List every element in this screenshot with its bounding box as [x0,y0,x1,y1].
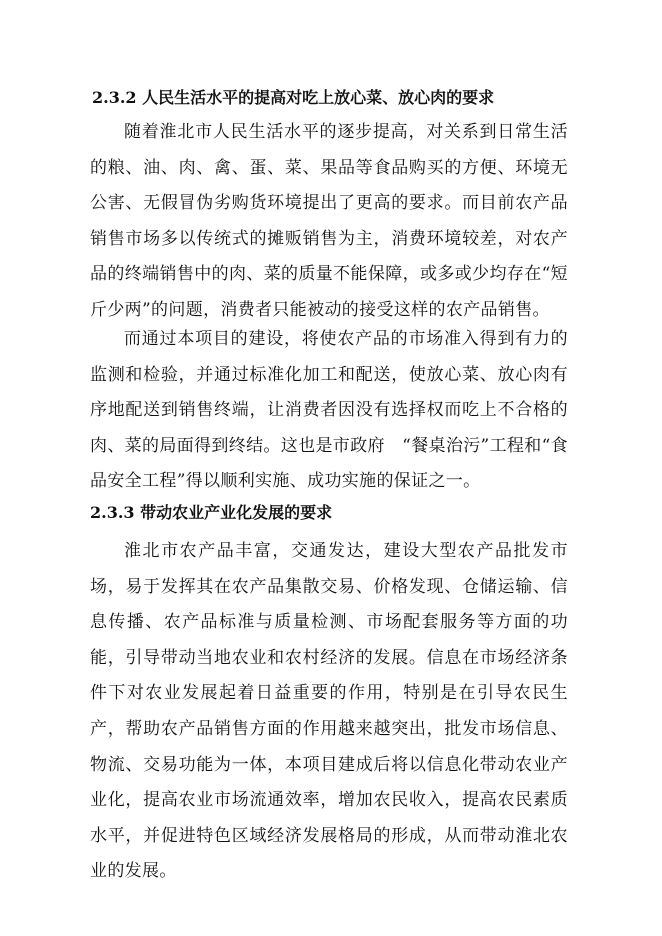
section-heading-2-3-3: 2.3.3 带动农业产业化发展的要求 [90,503,333,522]
paragraph-agricultural-industrialization: 淮北市农产品丰富，交通发达，建设大型农产品批发市场，易于发挥其在农产品集散交易、价格发现、仓储运输、信息传播、农产品标准与质量检测、市场配套服务等方面的功能，引导带动当地农业和农村经济的发展。信息在市场经济条件下对农业发展起着日益重要的作用，特别是在引导农民生产，帮助农产品销售方面的作用越来越突出，批发市场信息、物流、交易功能为一体，本项目建成后将以信息化带动农业产业化，提高农业市场流通效率，增加农民收入，提高农民素质水平，并促进特色区域经济发展格局的形成，从而带动淮北农业的发展。 [90,541,568,882]
paragraph-project-construction: 而通过本项目的建设，将使农产品的市场准入得到有力的监测和检验，并通过标准化加工和配送，使放心菜、放心肉有序地配送到销售终端，让消费者因没有选择权而吃上不合格的肉、菜的局面得到终结。这也是市政府 “餐桌治污”工程和“食品安全工程”得以顺利实施、成功实施的保证之一。 [90,329,568,492]
section-heading-2-3-2: 2.3.2 人民生活水平的提高对吃上放心菜、放心肉的要求 [92,88,495,107]
paragraph-living-standard: 随着淮北市人民生活水平的逐步提高，对关系到日常生活的粮、油、肉、禽、蛋、菜、果品等食品购买的方便、环境无公害、无假冒伪劣购货环境提出了更高的要求。而目前农产品销售市场多以传统式的摊贩销售为主，消费环境较差，对农产品的终端销售中的肉、菜的质量不能保障，或多或少均存在“短斤少两”的问题，消费者只能被动的接受这样的农产品销售。 [90,122,568,320]
